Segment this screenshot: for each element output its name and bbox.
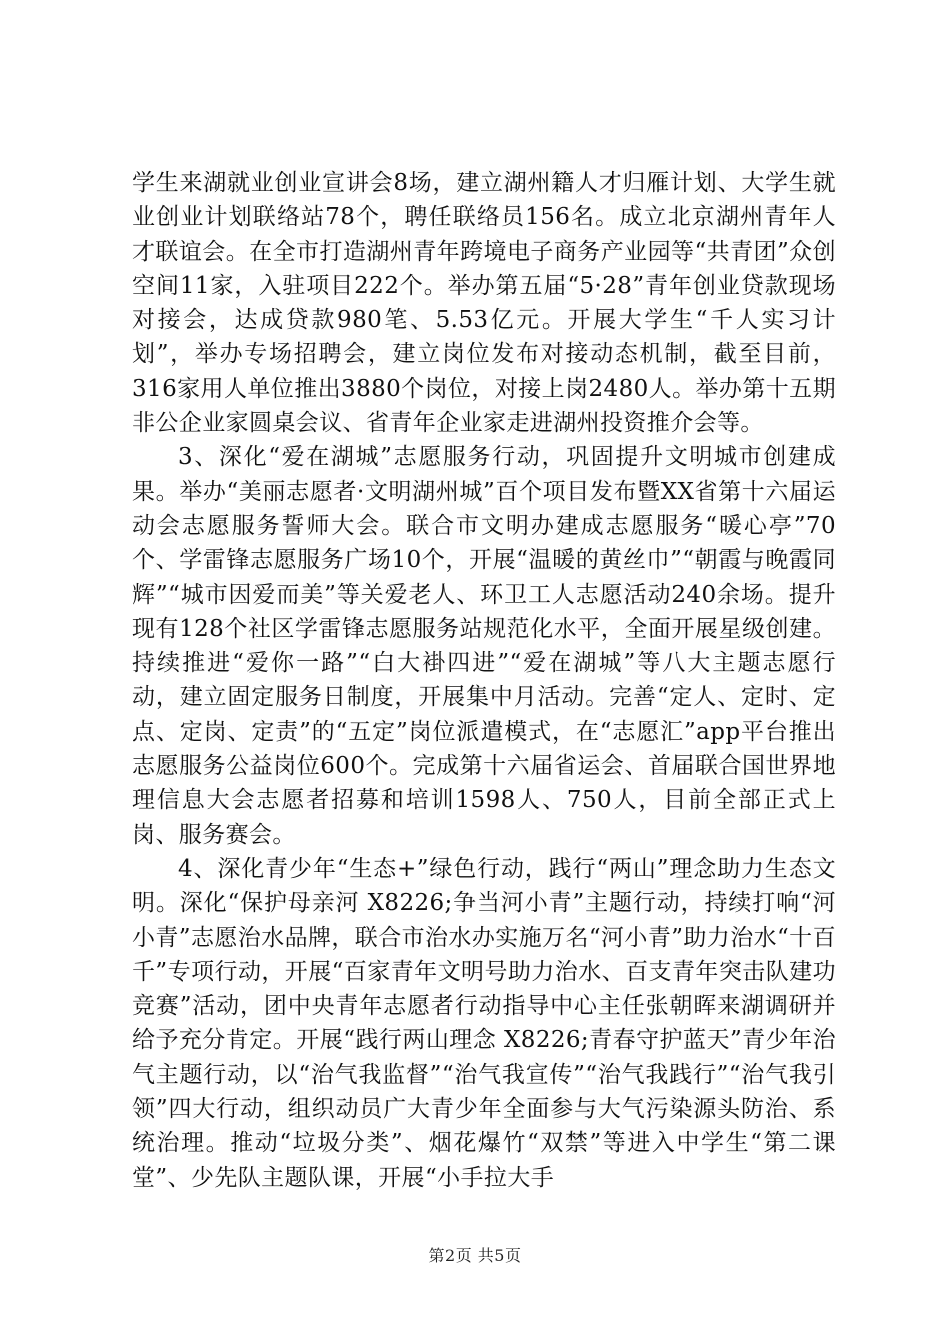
document-body: [132, 166, 836, 1195]
paragraph-continuation: 学生来湖就业创业宣讲会8场，建立湖州籍人才归雁计划、大学生就业创业计划联络站78个，聘任联络员156名。成立北京湖州青年人才联谊会。在全市打造湖州青年跨境电子商务产业园等“共青团”众创空间11家，入驻项目222个。举办第五届“5·28”青年创业贷款现场对接会，达成贷款980笔、5.53亿元。开展大学生“千人实习计划”，举办专场招聘会，建立岗位发布对接动态机制，截至目前，316家用人单位推出3880个岗位，对接上岗2480人。举办第十五期非公企业家圆桌会议、省青年企业家走进湖州投资推介会等。: [132, 170, 836, 437]
paragraph-item-4: 4、深化青少年“生态+”绿色行动，践行“两山”理念助力生态文明。深化“保护母亲河 X8226;争当河小青”主题行动，持续打响“河小青”志愿治水品牌，联合市治水办实施万名“河小青”助力治水“十百千”专项行动，开展“百家青年文明号助力治水、百支青年突击队建功竞赛”活动，团中央青年志愿者行动指导中心主任张朝晖来湖调研并给予充分肯定。开展“践行两山理念 X8226;青春守护蓝天”青少年治气主题行动，以“治气我监督”“治气我宣传”“治气我践行”“治气我引领”四大行动，组织动员广大青少年全面参与大气污染源头防治、系统治理。推动“垃圾分类”、烟花爆竹“双禁”等进入中学生“第二课堂”、少先队主题队课，开展“小手拉大手: [132, 855, 836, 1191]
page-number-footer: 第2页 共5页: [428, 1246, 522, 1265]
paragraph-item-3: 3、深化“爱在湖城”志愿服务行动，巩固提升文明城市创建成果。举办“美丽志愿者·文明湖州城”百个项目发布暨XX省第十六届运动会志愿服务誓师大会。联合市文明办建成志愿服务“暖心亭”70个、学雷锋志愿服务广场10个，开展“温暖的黄丝巾”“朝霞与晚霞同辉”“城市因爱而美”等关爱老人、环卫工人志愿活动240余场。提升现有128个社区学雷锋志愿服务站规范化水平，全面开展星级创建。持续推进“爱你一路”“白大褂四进”“爱在湖城”等八大主题志愿行动，建立固定服务日制度，开展集中月活动。完善“定人、定时、定点、定岗、定责”的“五定”岗位派遣模式，在“志愿汇”app平台推出志愿服务公益岗位600个。完成第十六届省运会、首届联合国世界地理信息大会志愿者招募和培训1598人、750人，目前全部正式上岗、服务赛会。: [132, 444, 836, 848]
